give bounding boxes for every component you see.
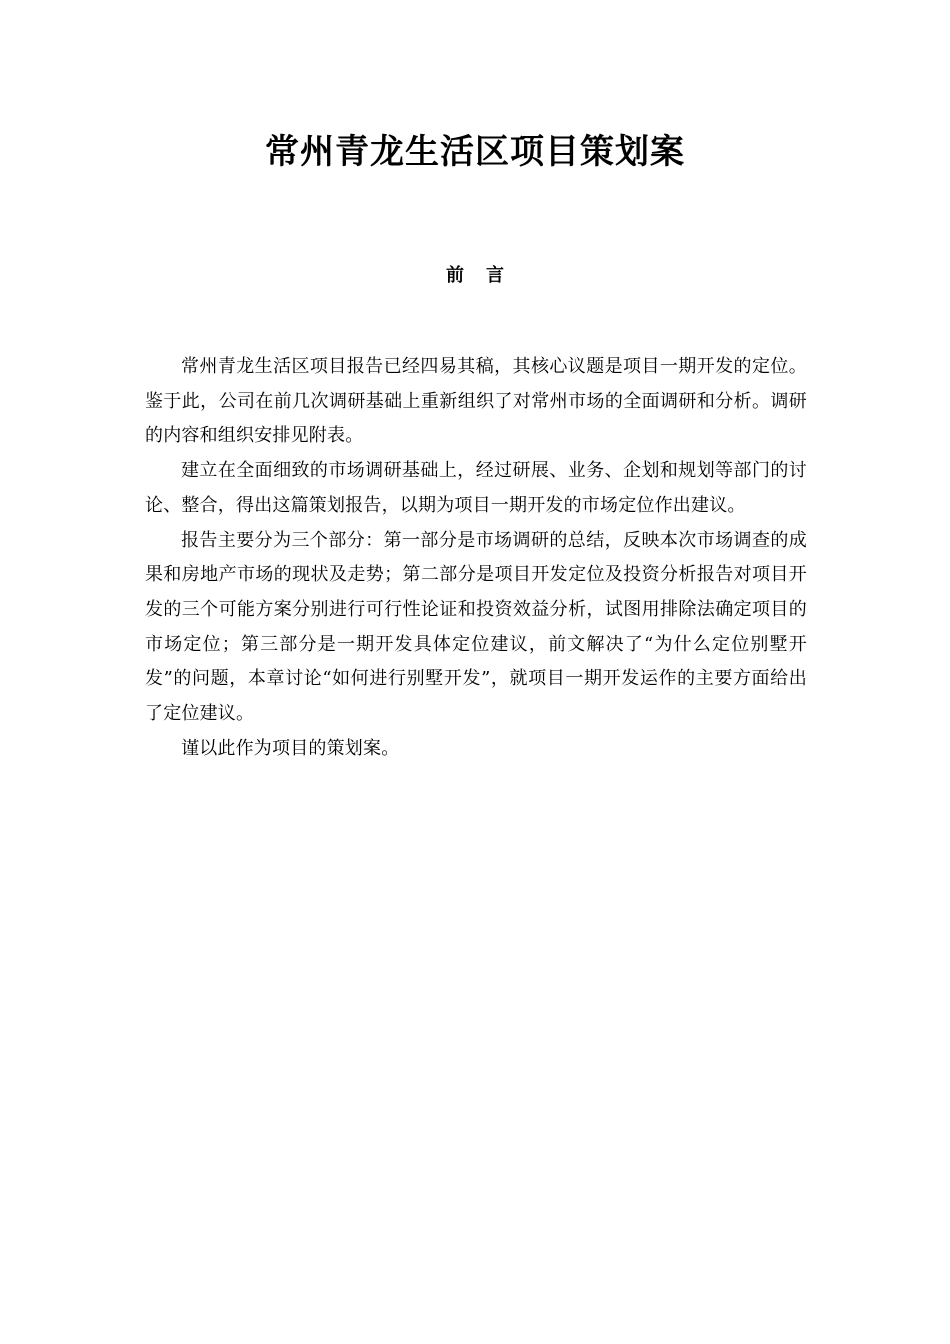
document-title: 常州青龙生活区项目策划案 [265,132,685,172]
paragraph-4: 谨以此作为项目的策划案。 [181,737,400,759]
paragraph-1: 常州青龙生活区项目报告已经四易其稿，其核心议题是项目一期开发的定位。鉴于此，公司在前几次调研基础上重新组织了对常州市场的全面调研和分析。调研的内容和组织安排见附表。 [145,356,807,447]
preface-body [145,350,807,766]
preface-heading: 前言 [446,265,526,286]
paragraph-2: 建立在全面细致的市场调研基础上，经过研展、业务、企划和规划等部门的讨论、整合，得出这篇策划报告，以期为项目一期开发的市场定位作出建议。 [145,460,807,516]
paragraph-3: 报告主要分为三个部分：第一部分是市场调研的总结，反映本次市场调查的成果和房地产市场的现状及走势；第二部分是项目开发定位及投资分析报告对项目开发的三个可能方案分别进行可行性论证和投资效益分析，试图用排除法确定项目的市场定位；第三部分是一期开发具体定位建议，前文解决了“为什么定位别墅开发”的问题，本章讨论“如何进行别墅开发”，就项目一期开发运作的主要方面给出了定位建议。 [145,529,807,725]
